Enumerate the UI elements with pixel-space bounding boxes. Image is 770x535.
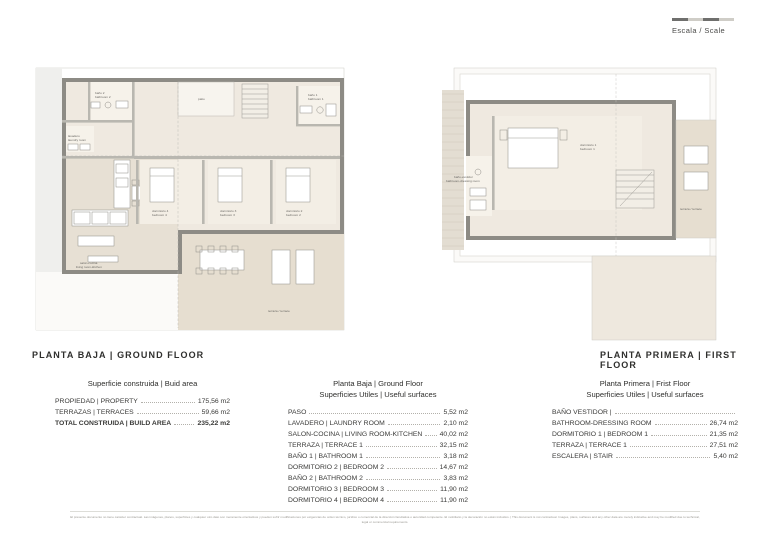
first-floor-plan — [430, 60, 740, 342]
surface-row-label: BAÑO 1 | BATHROOM 1 — [288, 453, 363, 460]
surface-row-label: PASO — [288, 409, 307, 416]
surface-row — [552, 418, 738, 429]
surface-row-value: 32,15 m2 — [439, 442, 468, 449]
surface-row-value: 5,40 m2 — [713, 453, 738, 460]
surface-row-label: BATHROOM-DRESSING ROOM — [552, 420, 652, 427]
build-area-table — [55, 378, 230, 429]
surface-row-value: 40,02 m2 — [439, 431, 468, 438]
scale-block — [672, 18, 734, 35]
surface-row-label: TERRAZA | TERRACE 1 — [552, 442, 627, 449]
ground-floor-plan — [28, 60, 358, 342]
surface-row — [288, 429, 468, 440]
ground-heading-line1: Planta Baja | Ground Floor — [333, 379, 423, 388]
scale-bar-icon — [672, 18, 734, 23]
surface-row — [288, 484, 468, 495]
surface-row — [55, 396, 230, 407]
svg-text:bathroom-dressing room: bathroom-dressing room — [446, 179, 480, 183]
leader-dots — [388, 423, 441, 425]
surface-row-value: 5,52 m2 — [443, 409, 468, 416]
surface-row — [288, 451, 468, 462]
svg-text:baño 2: baño 2 — [95, 91, 105, 95]
surface-row-label: ESCALERA | STAIR — [552, 453, 613, 460]
surface-row-label: DORMITORIO 4 | BEDROOM 4 — [288, 497, 385, 504]
svg-text:dormitorio 3: dormitorio 3 — [220, 209, 237, 213]
leader-dots — [655, 423, 707, 425]
first-floor-heading — [552, 378, 738, 400]
surface-row-label: TERRAZAS | TERRACES — [55, 409, 134, 416]
surface-row — [288, 440, 468, 451]
surface-row-value: 21,35 m2 — [709, 431, 738, 438]
surface-row-label: DORMITORIO 1 | BEDROOM 1 — [552, 431, 649, 438]
ground-floor-heading — [288, 378, 468, 400]
scale-label: Escala / Scale — [672, 26, 726, 35]
leader-dots — [309, 412, 440, 414]
leader-dots — [387, 500, 437, 502]
svg-text:terraza / terrace: terraza / terrace — [268, 309, 290, 313]
surface-row-value: 26,74 m2 — [709, 420, 738, 427]
surface-row — [288, 495, 468, 506]
leader-dots — [174, 423, 194, 425]
svg-text:bathroom 2: bathroom 2 — [95, 95, 111, 99]
surface-row-value: 59,66 m2 — [201, 409, 230, 416]
surface-row-value: 11,90 m2 — [440, 486, 468, 493]
surface-row-value: 175,56 m2 — [197, 398, 230, 405]
leader-dots — [141, 401, 195, 403]
leader-dots — [366, 478, 441, 480]
leader-dots — [387, 489, 437, 491]
surface-row-value: 2,10 m2 — [443, 420, 468, 427]
svg-text:bedroom 1: bedroom 1 — [580, 147, 595, 151]
surface-row — [288, 418, 468, 429]
leader-dots — [137, 412, 199, 414]
svg-text:bedroom 3: bedroom 3 — [220, 213, 235, 217]
svg-text:baño-vestidor: baño-vestidor — [454, 175, 473, 179]
leader-dots — [366, 456, 441, 458]
surface-row-label: DORMITORIO 3 | BEDROOM 3 — [288, 486, 385, 493]
ground-heading-line2: Superficies Utiles | Useful surfaces — [319, 390, 437, 399]
surface-row-label: SALON-COCINA | LIVING ROOM-KITCHEN — [288, 431, 423, 438]
surface-row-value: 3,83 m2 — [443, 475, 468, 482]
svg-text:bathroom 1: bathroom 1 — [308, 97, 324, 101]
surface-row — [55, 407, 230, 418]
surface-row-value: 27,51 m2 — [709, 442, 738, 449]
surface-row — [288, 473, 468, 484]
footer-divider — [70, 511, 700, 512]
surface-row-label: TERRAZA | TERRACE 1 — [288, 442, 363, 449]
surface-row-value: 235,22 m2 — [197, 420, 230, 427]
leader-dots — [615, 412, 735, 414]
legal-footer: El presente documento no tiene carácter contractual. Las imágenes, planos, superficies y cualquier otro dato son meramente orientativos y pueden sufrir modificaciones por exigencias de orden técnico, jurídico o comercial de la dirección facultativa o autoridad competente. El mobiliario y la decoración no están incluidos. | This document is not contractual. Images, plans, surfaces and any other data are merely indicative and may be modified due to technical, legal or commercial requirements. — [70, 515, 700, 524]
leader-dots — [425, 434, 436, 436]
surface-row — [552, 407, 738, 418]
svg-text:terraza / terrace: terraza / terrace — [680, 207, 702, 211]
build-area-rows — [55, 396, 230, 429]
svg-text:dormitorio 1: dormitorio 1 — [580, 143, 597, 147]
svg-text:patio: patio — [198, 97, 205, 101]
first-floor-table — [552, 378, 738, 462]
surface-row-value: 3,18 m2 — [443, 453, 468, 460]
surface-row-label: DORMITORIO 2 | BEDROOM 2 — [288, 464, 385, 471]
first-floor-title: PLANTA PRIMERA | FIRST FLOOR — [600, 350, 737, 370]
svg-text:living room-kitchen: living room-kitchen — [76, 265, 102, 269]
surface-row — [288, 462, 468, 473]
leader-dots — [651, 434, 707, 436]
surface-row-label: BAÑO VESTIDOR | — [552, 409, 612, 416]
surface-row-value: 14,67 m2 — [439, 464, 468, 471]
svg-text:bedroom 2: bedroom 2 — [286, 213, 301, 217]
surface-row-label: TOTAL CONSTRUIDA | BUILD AREA — [55, 420, 172, 427]
leader-dots — [387, 467, 437, 469]
surface-row-label: LAVADERO | LAUNDRY ROOM — [288, 420, 385, 427]
svg-text:laundry room: laundry room — [68, 138, 87, 142]
first-heading-line2: Superficies Utiles | Useful surfaces — [586, 390, 704, 399]
surface-row-label: PROPIEDAD | PROPERTY — [55, 398, 138, 405]
leader-dots — [630, 445, 707, 447]
surface-row-value: 11,90 m2 — [440, 497, 468, 504]
surface-row — [552, 440, 738, 451]
first-floor-rows — [552, 407, 738, 462]
surface-row — [552, 451, 738, 462]
surface-row — [288, 407, 468, 418]
svg-text:lavadero: lavadero — [68, 134, 80, 138]
build-area-heading — [55, 378, 230, 389]
build-area-heading-line1: Superficie construida | Buid area — [87, 379, 198, 388]
svg-text:salón-cocina: salón-cocina — [80, 261, 98, 265]
ground-floor-rows — [288, 407, 468, 506]
svg-text:baño 1: baño 1 — [308, 93, 318, 97]
leader-dots — [366, 445, 437, 447]
leader-dots — [616, 456, 710, 458]
svg-text:dormitorio 2: dormitorio 2 — [286, 209, 303, 213]
first-heading-line1: Planta Primera | Frist Floor — [599, 379, 691, 388]
svg-text:bedroom 4: bedroom 4 — [152, 213, 167, 217]
svg-text:dormitorio 4: dormitorio 4 — [152, 209, 169, 213]
surface-row-label: BAÑO 2 | BATHROOM 2 — [288, 475, 363, 482]
surface-row — [552, 429, 738, 440]
ground-floor-title: PLANTA BAJA | GROUND FLOOR — [32, 350, 205, 360]
ground-floor-table — [288, 378, 468, 506]
surface-row — [55, 418, 230, 429]
